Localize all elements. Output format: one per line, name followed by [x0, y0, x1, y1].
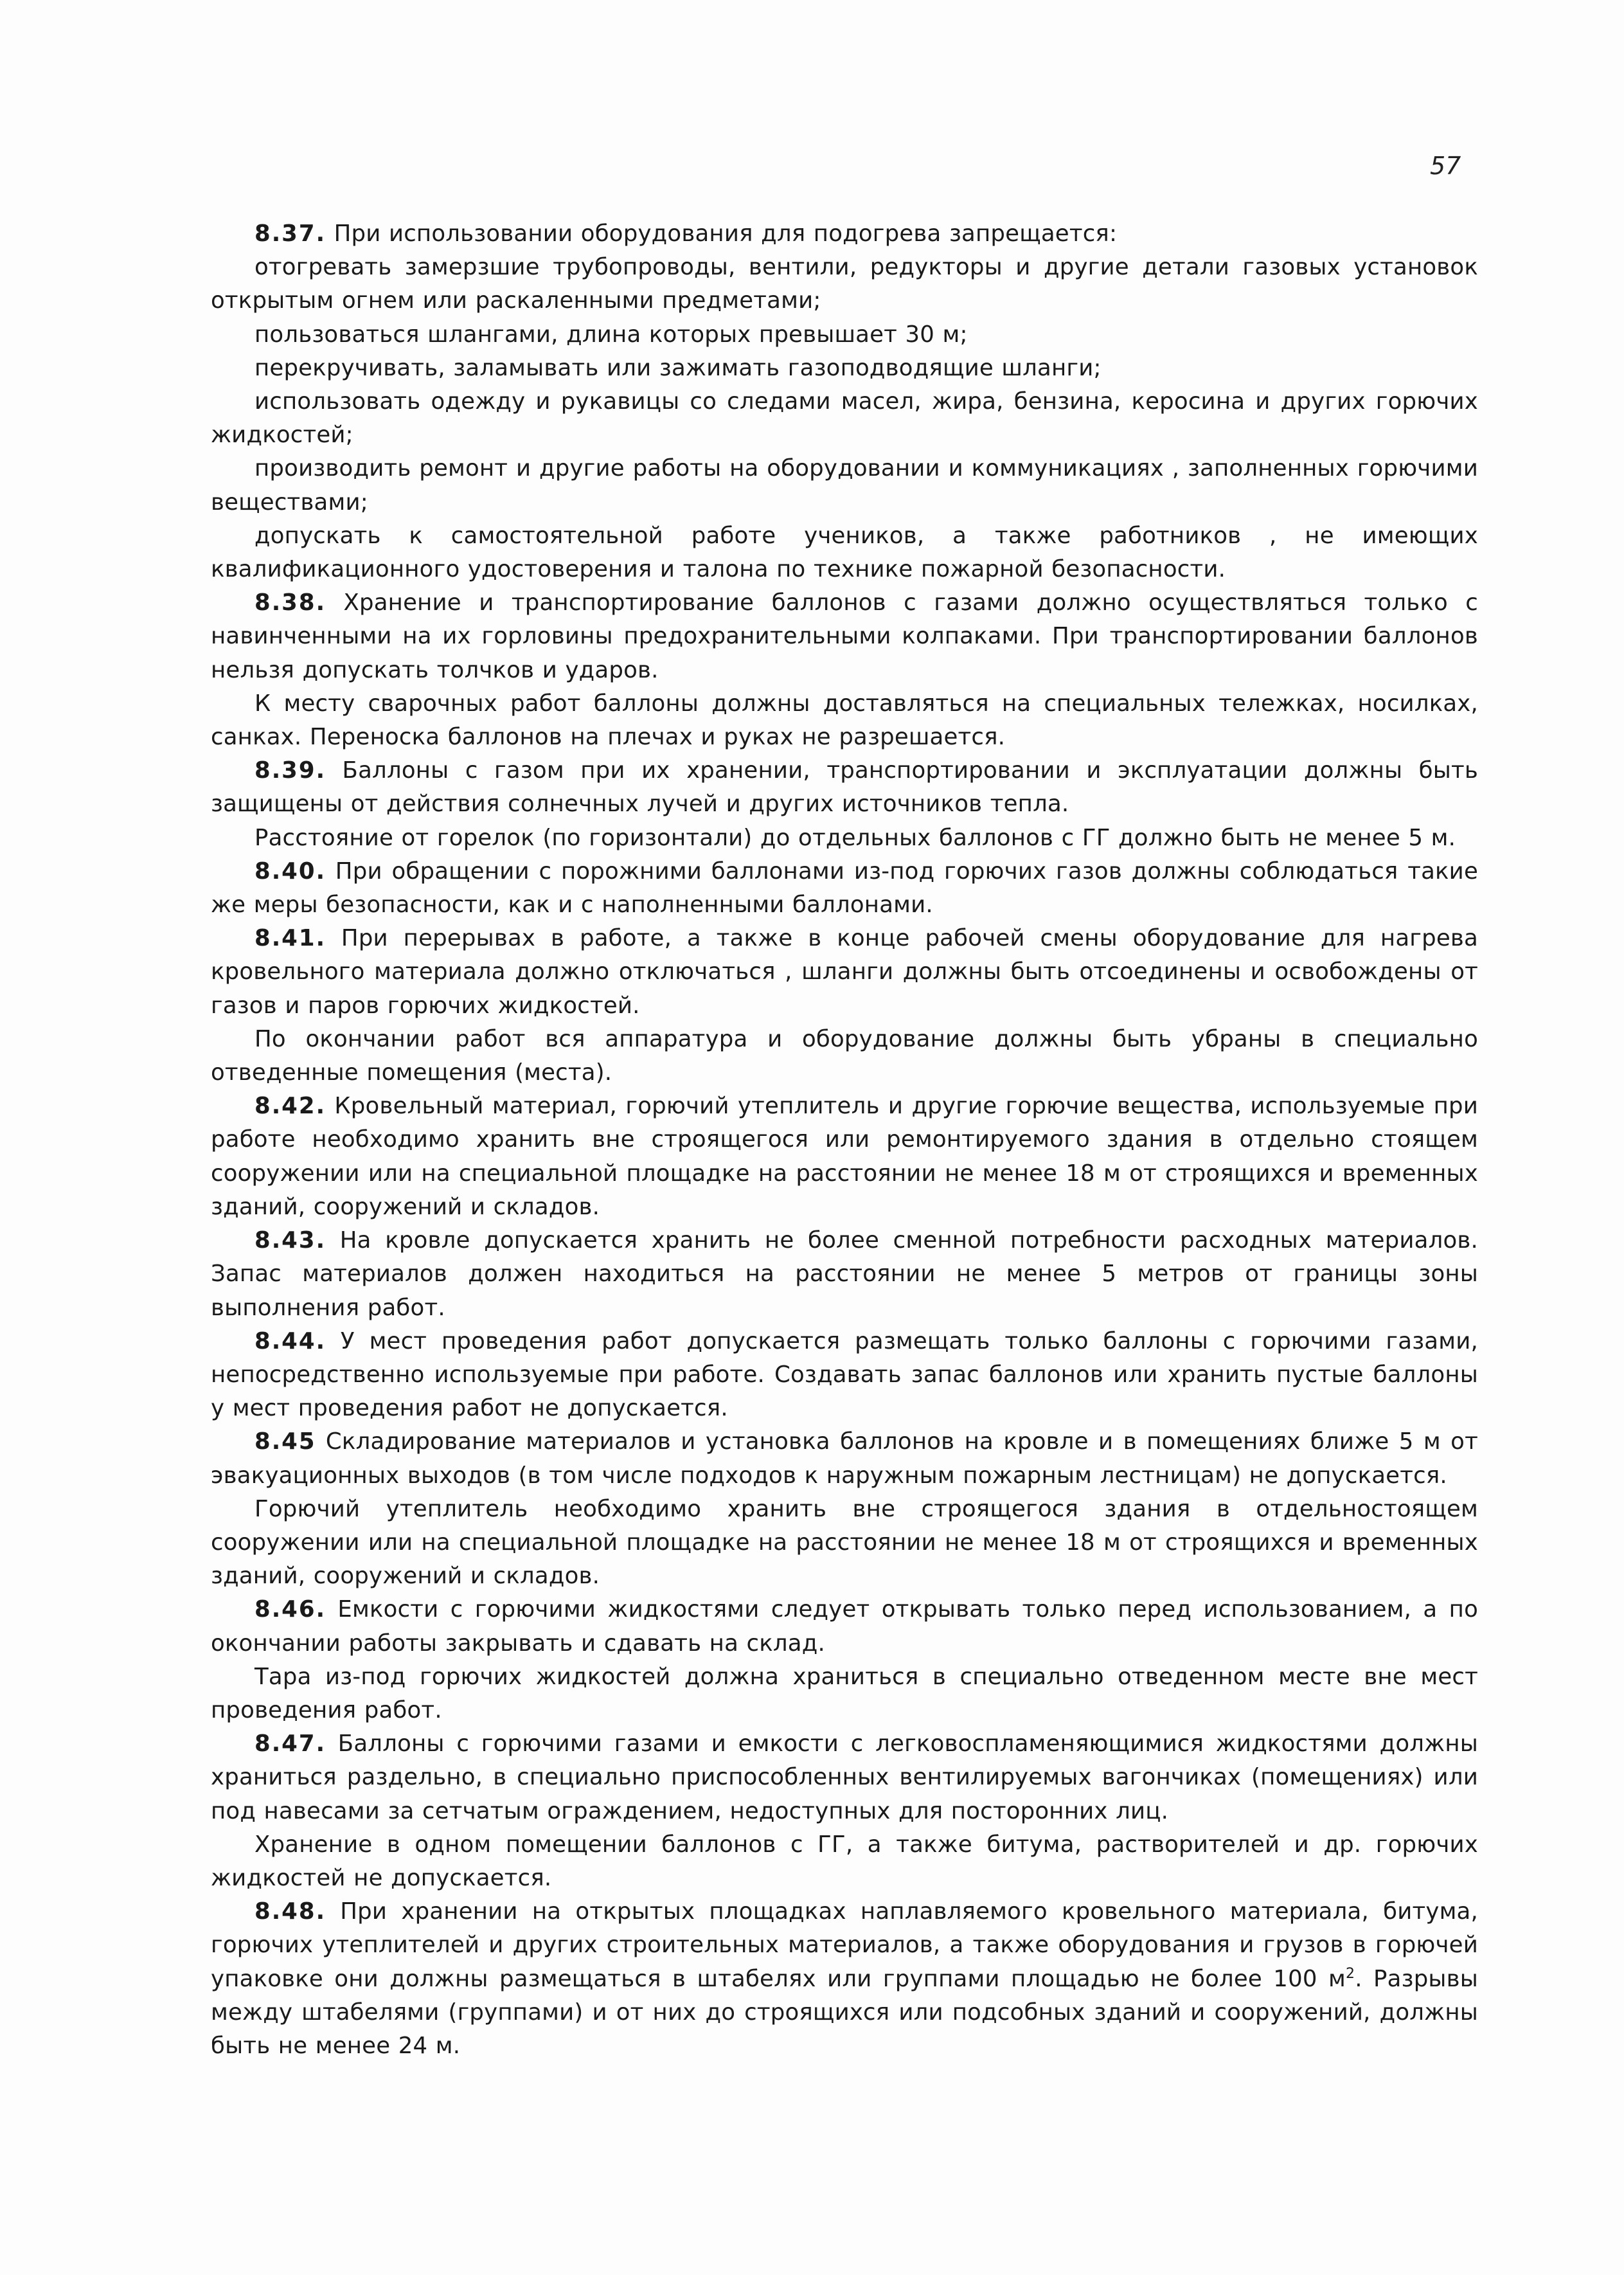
list-item [211, 318, 1478, 352]
paragraph-text: использовать одежду и рукавицы со следами масел, жира, бензина, керосина и других горючих жидкостей; [211, 388, 1478, 449]
clause-number: 8.48. [254, 1898, 326, 1925]
list-item [211, 385, 1478, 452]
clause-number: 8.43. [254, 1227, 326, 1254]
paragraph [211, 822, 1478, 855]
paragraph [211, 1828, 1478, 1895]
paragraph-text: Тара из-под горючих жидкостей должна храниться в специально отведенном месте вне мест проведения работ. [211, 1663, 1478, 1723]
clause-number: 8.42. [254, 1093, 326, 1120]
paragraph-8-42 [211, 1090, 1478, 1224]
clause-number: 8.46. [254, 1596, 326, 1623]
paragraph-text: Хранение в одном помещении баллонов с ГГ, а также битума, растворителей и др. горючих жидкостей не допускается. [211, 1831, 1478, 1891]
paragraph-text-continued: . Разрывы между штабелями (группами) и от них до строящихся или подсобных зданий и сооружений, должны быть не менее 24 м. [211, 1965, 1479, 2059]
clause-number: 8.44. [254, 1327, 326, 1354]
clause-number: 8.47. [254, 1731, 326, 1758]
paragraph-text: Горючий утеплитель необходимо хранить вне строящегося здания в отдельностоящем сооружении или на специальной площадке на расстоянии не менее 18 м от строящихся и временных зданий, сооружений и складов. [211, 1495, 1478, 1590]
clause-number: 8.45 [254, 1428, 316, 1455]
paragraph-text: допускать к самостоятельной работе учеников, а также работников , не имеющих квалификационного удостоверения и талона по технике пожарной безопасности. [211, 522, 1478, 583]
paragraph-text: Расстояние от горелок (по горизонтали) до отдельных баллонов с ГГ должно быть не менее 5 м. [254, 824, 1456, 851]
paragraph-text: Баллоны с газом при их хранении, транспортировании и эксплуатации должны быть защищены от действия солнечных лучей и других источников тепла. [211, 757, 1478, 818]
paragraph-text: перекручивать, заламывать или зажимать газоподводящие шланги; [254, 354, 1102, 381]
paragraph-8-48 [211, 1895, 1478, 2063]
paragraph-8-47 [211, 1727, 1478, 1828]
clause-number: 8.37. [254, 220, 326, 247]
list-item [211, 251, 1478, 318]
paragraph-8-45 [211, 1425, 1478, 1492]
clause-number: 8.39. [254, 757, 326, 784]
paragraph-text: пользоваться шлангами, длина которых превышает 30 м; [254, 321, 968, 348]
paragraph [211, 1493, 1478, 1594]
document-body [211, 217, 1478, 2063]
clause-number: 8.41. [254, 925, 326, 952]
list-item [211, 452, 1478, 519]
page-number: 57 [1430, 152, 1461, 180]
clause-number: 8.40. [254, 858, 326, 885]
paragraph-8-40 [211, 855, 1478, 922]
list-item [211, 519, 1478, 586]
paragraph-text: При обращении с порожними баллонами из-под горючих газов должны соблюдаться такие же меры безопасности, как и с наполненными баллонами. [211, 858, 1478, 919]
paragraph-text: На кровле допускается хранить не более сменной потребности расходных материалов. Запас материалов должен находиться на расстоянии не менее 5 метров от границы зоны выполнения работ. [211, 1227, 1478, 1321]
paragraph-text: К месту сварочных работ баллоны должны доставляться на специальных тележках, носилках, санках. Переноска баллонов на плечах и руках не разрешается. [211, 690, 1478, 751]
paragraph [211, 1023, 1478, 1090]
paragraph-text: Емкости с горючими жидкостями следует открывать только перед использованием, а по окончании работы закрывать и сдавать на склад. [211, 1596, 1478, 1657]
paragraph [211, 687, 1478, 754]
paragraph-8-38 [211, 586, 1478, 687]
paragraph-text: При использовании оборудования для подогрева запрещается: [326, 220, 1118, 247]
superscript: 2 [1346, 1965, 1355, 1982]
paragraph-text: Складирование материалов и установка баллонов на кровле и в помещениях ближе 5 м от эвакуационных выходов (в том числе подходов к наружным пожарным лестницам) не допускается. [211, 1428, 1478, 1489]
paragraph-text: Баллоны с горючими газами и емкости с легковоспламеняющимися жидкостями должны храниться раздельно, в специально приспособленных вентилируемых вагончиках (помещениях) или под навесами за сетчатым ограждением, недоступных для посторонних лиц. [211, 1731, 1478, 1824]
paragraph [211, 1660, 1478, 1727]
paragraph-text: При перерывах в работе, а также в конце рабочей смены оборудование для нагрева кровельного материала должно отключаться , шланги должны быть отсоединены и освобождены от газов и паров горючих жидкостей. [211, 925, 1478, 1019]
paragraph-8-41 [211, 922, 1478, 1023]
paragraph-8-44 [211, 1325, 1478, 1426]
paragraph-text: производить ремонт и другие работы на оборудовании и коммуникациях , заполненных горючими веществами; [211, 455, 1478, 516]
clause-number: 8.38. [254, 589, 326, 616]
paragraph-text: У мест проведения работ допускается размещать только баллоны с горючими газами, непосредственно используемые при работе. Создавать запас баллонов или хранить пустые баллоны у мест проведения работ не допускается. [211, 1327, 1478, 1422]
paragraph-text: По окончании работ вся аппаратура и оборудование должны быть убраны в специально отведенные помещения (места). [211, 1025, 1478, 1086]
paragraph-8-43 [211, 1224, 1478, 1325]
paragraph-text: Хранение и транспортирование баллонов с газами должно осуществляться только с навинченными на их горловины предохранительными колпаками. При транспортировании баллонов нельзя допускать толчков и ударов. [211, 589, 1478, 683]
paragraph-8-39 [211, 754, 1478, 821]
paragraph-text: Кровельный материал, горючий утеплитель и другие горючие вещества, используемые при работе необходимо хранить вне строящегося или ремонтируемого здания в отдельно стоящем сооружении или на специальной площадке на расстоянии не менее 18 м от строящихся и временных зданий, сооружений и складов. [211, 1093, 1478, 1220]
paragraph-8-37 [211, 217, 1478, 251]
paragraph-text: отогревать замерзшие трубопроводы, вентили, редукторы и другие детали газовых установок открытым огнем или раскаленными предметами; [211, 254, 1478, 314]
paragraph-8-46 [211, 1593, 1478, 1660]
paragraph-text: При хранении на открытых площадках наплавляемого кровельного материала, битума, горючих утеплителей и других строительных материалов, а также оборудования и грузов в горючей упаковке они должны размещаться в штабелях или группами площадью не более 100 м [211, 1898, 1478, 1992]
list-item [211, 352, 1478, 385]
